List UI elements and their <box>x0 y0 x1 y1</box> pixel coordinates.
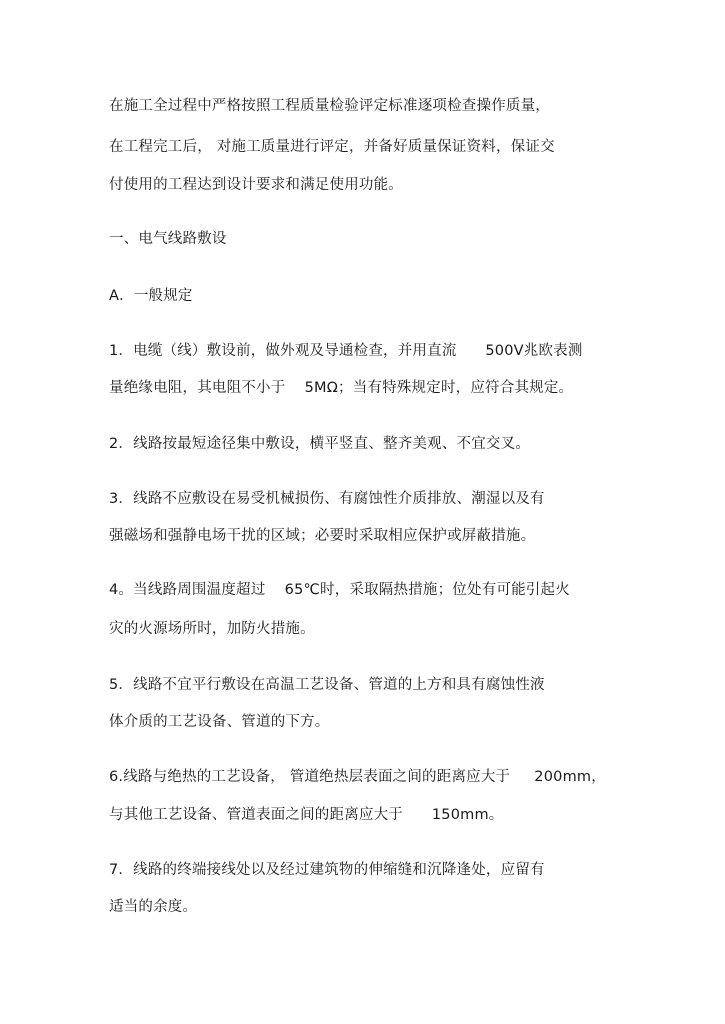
intro-line-1: 在施工全过程中严格按照工程质量检验评定标准逐项检查操作质量， <box>109 98 550 114</box>
intro-line-2: 在工程完工后， 对施工质量进行评定，并备好质量保证资料，保证交 <box>109 139 555 155</box>
item-1-line-1: 1．电缆（线）敷设前，做外观及导通检查，并用直流 500V兆欧表测 <box>109 343 583 359</box>
subsection-heading: A．一般规定 <box>109 288 193 304</box>
item-3-line-2: 强磁场和强静电场干扰的区域；必要时采取相应保护或屏蔽措施。 <box>109 528 536 544</box>
intro-line-3: 付使用的工程达到设计要求和满足使用功能。 <box>109 177 403 193</box>
section-heading: 一、电气线路敷设 <box>109 231 227 247</box>
item-5-line-2: 体介质的工艺设备、管道的下方。 <box>109 714 330 730</box>
item-6-line-2: 与其他工艺设备、管道表面之间的距离应大于 150mm。 <box>109 807 504 823</box>
item-3-line-1: 3．线路不应敷设在易受机械损伤、有腐蚀性介质排放、潮湿以及有 <box>109 491 545 507</box>
item-4-line-2: 灾的火源场所时，加防火措施。 <box>109 621 315 637</box>
item-4-line-1: 4。当线路周围温度超过 65℃时，采取隔热措施；位处有可能引起火 <box>109 582 570 598</box>
item-7-line-1: 7．线路的终端接线处以及经过建筑物的伸缩缝和沉降逢处，应留有 <box>109 862 545 878</box>
item-5-line-1: 5．线路不宜平行敷设在高温工艺设备、管道的上方和具有腐蚀性液 <box>109 677 545 693</box>
item-6-line-1: 6.线路与绝热的工艺设备， 管道绝热层表面之间的距离应大于 200mm， <box>109 769 606 785</box>
item-7-line-2: 适当的余度。 <box>109 899 198 915</box>
item-2-line-1: 2．线路按最短途径集中敷设，横平竖直、整齐美观、不宜交叉。 <box>109 436 531 452</box>
item-1-line-2: 量绝缘电阻，其电阻不小于 5MΩ；当有特殊规定时，应符合其规定。 <box>109 380 574 396</box>
